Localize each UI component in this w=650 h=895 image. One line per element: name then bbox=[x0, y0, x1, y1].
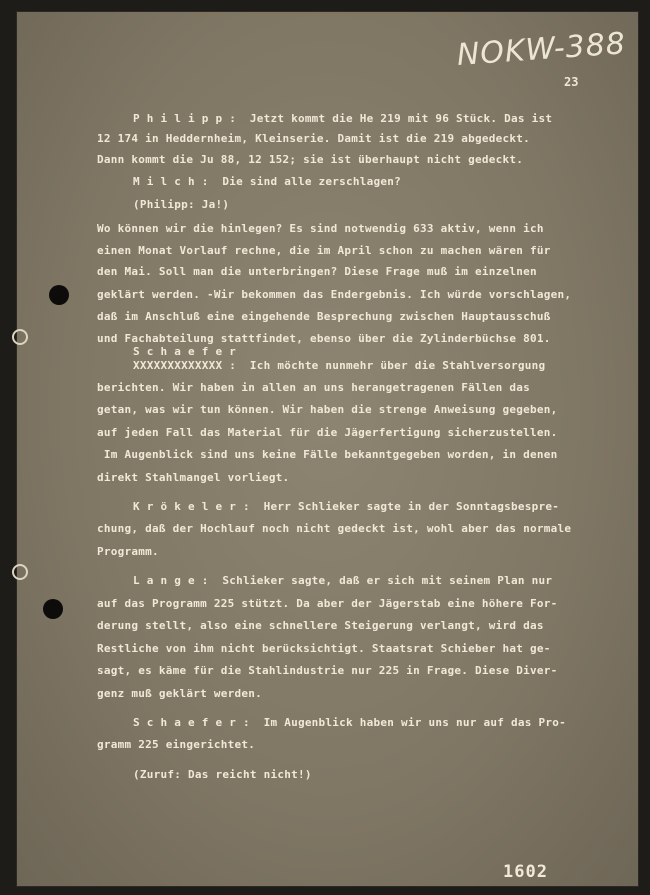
text-line: M i l c h : Die sind alle zerschlagen? bbox=[133, 175, 402, 188]
text-line: Wo können wir die hinlegen? Es sind notwendig 633 aktiv, wenn ich bbox=[97, 222, 544, 235]
text-line: und Fachabteilung stattfindet, ebenso über die Zylinderbüchse 801. bbox=[97, 332, 551, 345]
text-line: 12 174 in Heddernheim, Kleinserie. Damit ist die 219 abgedeckt. bbox=[97, 132, 530, 145]
binder-ring-mark bbox=[12, 564, 28, 580]
text-line: derung stellt, also eine schnellere Steigerung verlangt, wird das bbox=[97, 619, 544, 632]
text-line: (Philipp: Ja!) bbox=[133, 198, 230, 211]
text-line: chung, daß der Hochlauf noch nicht gedeckt ist, wohl aber das normale bbox=[97, 522, 572, 535]
text-line: (Zuruf: Das reicht nicht!) bbox=[133, 768, 312, 781]
text-line: L a n g e : Schlieker sagte, daß er sich mit seinem Plan nur bbox=[133, 574, 553, 587]
page-number: 23 bbox=[564, 75, 579, 89]
text-line: auf das Programm 225 stützt. Da aber der Jägerstab eine höhere For- bbox=[97, 597, 558, 610]
text-line: sagt, es käme für die Stahlindustrie nur 225 in Frage. Diese Diver- bbox=[97, 664, 558, 677]
speaker-name-insert: S c h a e f e r bbox=[133, 345, 237, 358]
text-line: S c h a e f e r : Im Augenblick haben wir uns nur auf das Pro- bbox=[133, 716, 566, 729]
binder-ring-mark bbox=[12, 329, 28, 345]
document-page bbox=[17, 12, 638, 886]
text-line: K r ö k e l e r : Herr Schlieker sagte in der Sonntagsbespre- bbox=[133, 500, 560, 513]
text-line: einen Monat Vorlauf rechne, die im April schon zu machen wären für bbox=[97, 244, 551, 257]
text-line: Programm. bbox=[97, 545, 159, 558]
text-line: daß im Anschluß eine eingehende Besprechung zwischen Hauptausschuß bbox=[97, 310, 551, 323]
punch-hole bbox=[49, 285, 69, 305]
text-line: den Mai. Soll man die unterbringen? Diese Frage muß im einzelnen bbox=[97, 265, 537, 278]
text-line: auf jeden Fall das Material für die Jägerfertigung sicherzustellen. bbox=[97, 426, 558, 439]
text-line: P h i l i p p : Jetzt kommt die He 219 mit 96 Stück. Das ist bbox=[133, 112, 553, 125]
handwritten-document-id: NOKW-388 bbox=[455, 26, 627, 73]
punch-hole bbox=[43, 599, 63, 619]
text-line: gramm 225 eingerichtet. bbox=[97, 738, 256, 751]
text-line: Im Augenblick sind uns keine Fälle bekanntgegeben worden, in denen bbox=[97, 448, 558, 461]
text-line: genz muß geklärt werden. bbox=[97, 687, 262, 700]
text-line: XXXXXXXXXXXXX : Ich möchte nunmehr über die Stahlversorgung bbox=[133, 359, 546, 372]
text-line: getan, was wir tun können. Wir haben die strenge Anweisung gegeben, bbox=[97, 403, 558, 416]
folio-number: 1602 bbox=[503, 862, 548, 882]
text-line: Dann kommt die Ju 88, 12 152; sie ist überhaupt nicht gedeckt. bbox=[97, 153, 524, 166]
text-line: direkt Stahlmangel vorliegt. bbox=[97, 471, 290, 484]
text-line: geklärt werden. -Wir bekommen das Endergebnis. Ich würde vorschlagen, bbox=[97, 288, 572, 301]
text-line: berichten. Wir haben in allen an uns herangetragenen Fällen das bbox=[97, 381, 530, 394]
text-line: Restliche von ihm nicht berücksichtigt. Staatsrat Schieber hat ge- bbox=[97, 642, 551, 655]
